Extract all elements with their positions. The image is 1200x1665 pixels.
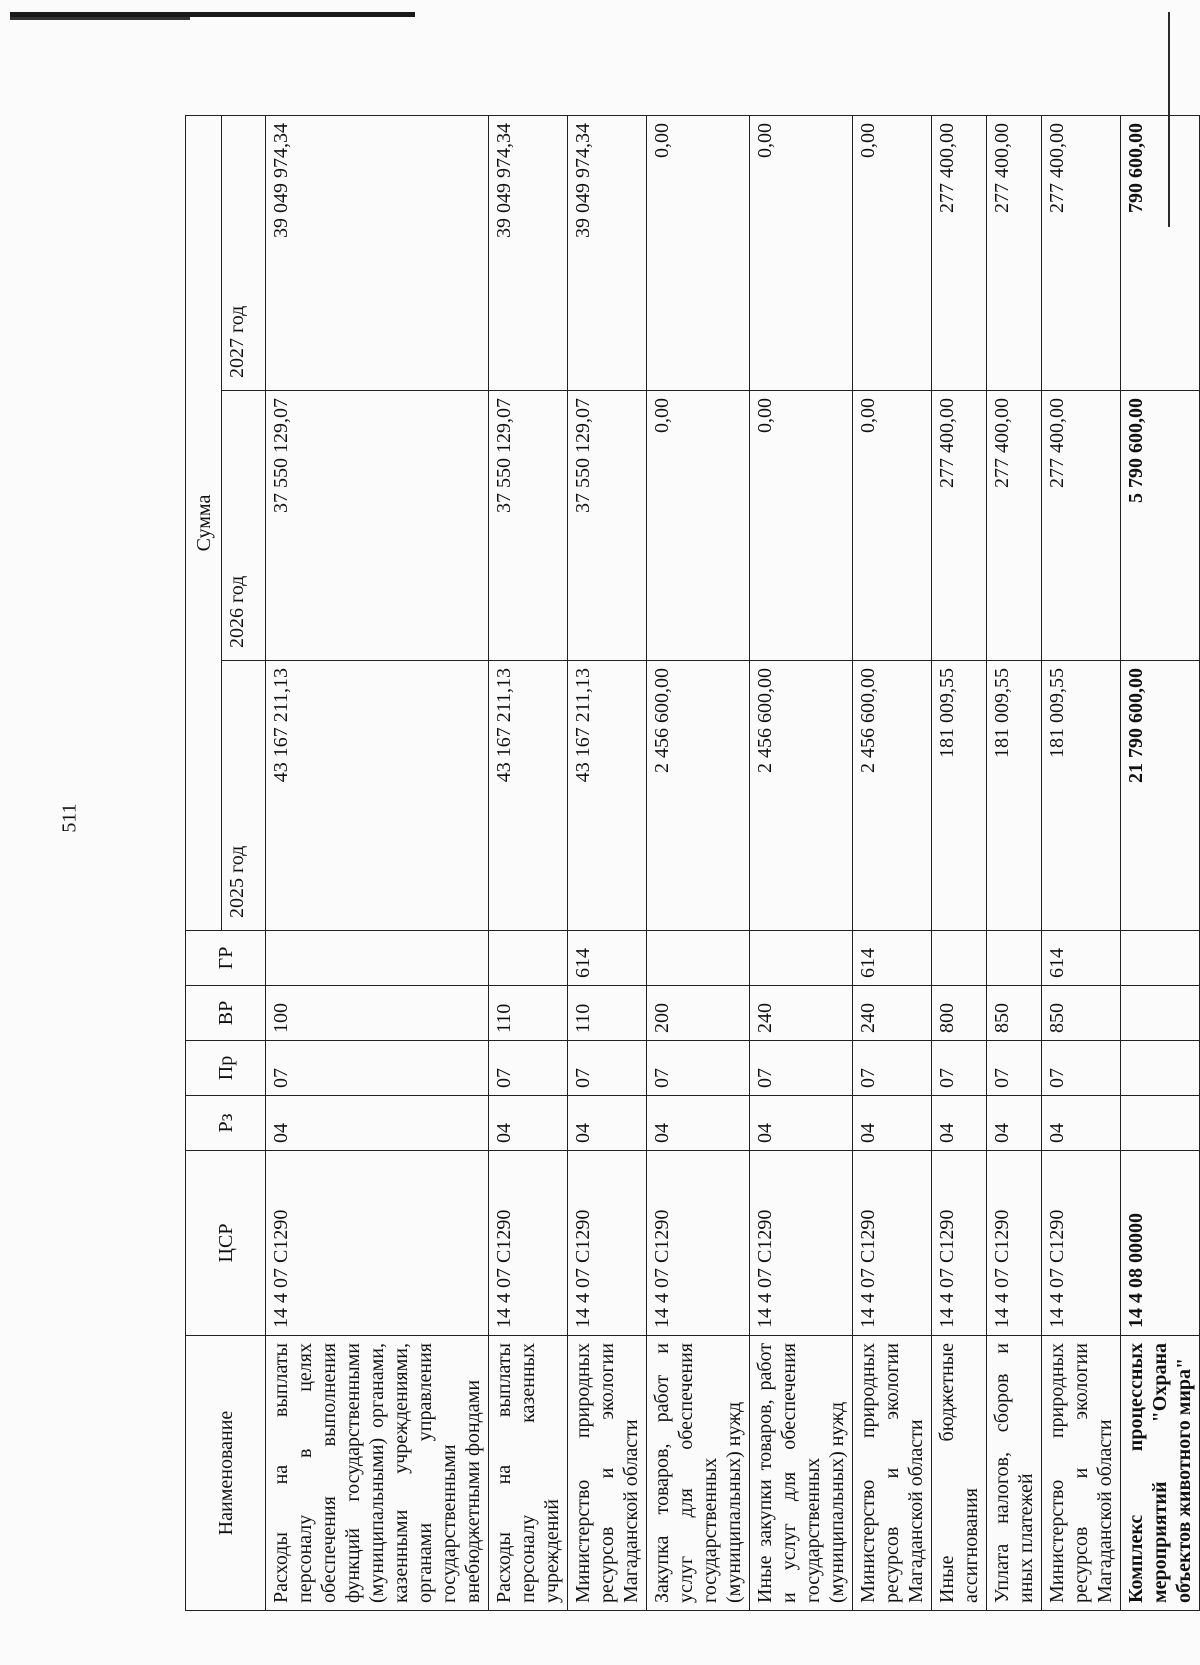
cell-csr: 14 4 07 С1290 [1042, 1151, 1121, 1336]
cell-name: Уплата налогов, сборов и иных платежей [987, 1336, 1042, 1611]
cell-vr: 100 [266, 986, 489, 1041]
cell-2026: 37 550 129,07 [489, 391, 568, 661]
cell-csr: 14 4 08 00000 [1121, 1151, 1200, 1336]
cell-name: Иные бюджетные ассигнования [932, 1336, 987, 1611]
cell-2026: 277 400,00 [1042, 391, 1121, 661]
budget-table-container [185, 116, 1195, 1611]
cell-pr [1121, 1041, 1200, 1096]
cell-2027: 277 400,00 [932, 115, 987, 390]
cell-2027: 0,00 [853, 115, 932, 390]
cell-2026: 277 400,00 [932, 391, 987, 661]
cell-2027: 39 049 974,34 [568, 115, 647, 390]
header-sum: Сумма [186, 115, 222, 930]
cell-pr: 07 [750, 1041, 853, 1096]
page-number: 511 [58, 803, 81, 833]
table-row [987, 115, 1042, 1610]
cell-2025: 43 167 211,13 [489, 661, 568, 931]
cell-2025: 181 009,55 [987, 661, 1042, 931]
cell-csr: 14 4 07 С1290 [750, 1151, 853, 1336]
header-vr: ВР [186, 986, 266, 1041]
header-gr: ГР [186, 931, 266, 986]
cell-gr [647, 931, 750, 986]
cell-2025: 181 009,55 [932, 661, 987, 931]
cell-vr: 800 [932, 986, 987, 1041]
cell-2026: 0,00 [647, 391, 750, 661]
cell-rz: 04 [489, 1096, 568, 1151]
cell-csr: 14 4 07 С1290 [489, 1151, 568, 1336]
table-row [266, 115, 489, 1610]
cell-rz: 04 [568, 1096, 647, 1151]
header-csr: ЦСР [186, 1151, 266, 1336]
cell-2025: 2 456 600,00 [647, 661, 750, 931]
cell-name: Иные закупки товаров, работ и услуг для обеспечения государственных (муниципальных) нужд [750, 1336, 853, 1611]
cell-2025: 2 456 600,00 [853, 661, 932, 931]
cell-2025: 43 167 211,13 [568, 661, 647, 931]
cell-name: Министерство природных ресурсов и экологии Магаданской области [853, 1336, 932, 1611]
cell-name: Расходы на выплаты персоналу казенных учреждений [489, 1336, 568, 1611]
cell-rz: 04 [266, 1096, 489, 1151]
cell-name: Министерство природных ресурсов и экологии Магаданской области [1042, 1336, 1121, 1611]
cell-pr: 07 [489, 1041, 568, 1096]
cell-rz: 04 [1042, 1096, 1121, 1151]
cell-2027: 0,00 [647, 115, 750, 390]
cell-2027: 790 600,00 [1121, 115, 1200, 390]
cell-2025: 181 009,55 [1042, 661, 1121, 931]
table-row [489, 115, 568, 1610]
cell-rz: 04 [853, 1096, 932, 1151]
scan-artifact-line [10, 17, 190, 20]
cell-gr: 614 [853, 931, 932, 986]
cell-gr: 614 [1042, 931, 1121, 986]
cell-2027: 277 400,00 [987, 115, 1042, 390]
cell-name: Расходы на выплаты персоналу в целях обеспечения выполнения функций государственными (муниципальными) органами, казенными учреждениями, органами управления государственными внебюджетными фондами [266, 1336, 489, 1611]
cell-vr: 240 [853, 986, 932, 1041]
cell-vr: 850 [1042, 986, 1121, 1041]
cell-pr: 07 [568, 1041, 647, 1096]
table-row [1042, 115, 1121, 1610]
cell-2025: 21 790 600,00 [1121, 661, 1200, 931]
cell-gr: 614 [568, 931, 647, 986]
cell-vr: 200 [647, 986, 750, 1041]
header-pr: Пр [186, 1041, 266, 1096]
cell-pr: 07 [853, 1041, 932, 1096]
cell-2026: 0,00 [750, 391, 853, 661]
cell-pr: 07 [266, 1041, 489, 1096]
cell-vr [1121, 986, 1200, 1041]
cell-2026: 0,00 [853, 391, 932, 661]
cell-gr [932, 931, 987, 986]
cell-rz [1121, 1096, 1200, 1151]
cell-pr: 07 [1042, 1041, 1121, 1096]
cell-pr: 07 [647, 1041, 750, 1096]
header-2027: 2027 год [222, 115, 266, 390]
cell-2025: 43 167 211,13 [266, 661, 489, 931]
table-row [1121, 115, 1200, 1610]
cell-csr: 14 4 07 С1290 [853, 1151, 932, 1336]
cell-gr [1121, 931, 1200, 986]
table-row [932, 115, 987, 1610]
cell-gr [266, 931, 489, 986]
cell-csr: 14 4 07 С1290 [647, 1151, 750, 1336]
cell-2026: 277 400,00 [987, 391, 1042, 661]
cell-gr [489, 931, 568, 986]
cell-2026: 5 790 600,00 [1121, 391, 1200, 661]
cell-vr: 850 [987, 986, 1042, 1041]
header-2026: 2026 год [222, 391, 266, 661]
cell-gr [987, 931, 1042, 986]
cell-2026: 37 550 129,07 [266, 391, 489, 661]
cell-2027: 39 049 974,34 [266, 115, 489, 390]
table-row [853, 115, 932, 1610]
header-name: Наименование [186, 1336, 266, 1611]
header-row [186, 115, 222, 1610]
header-rz: Рз [186, 1096, 266, 1151]
cell-csr: 14 4 07 С1290 [266, 1151, 489, 1336]
cell-vr: 110 [568, 986, 647, 1041]
table-row [647, 115, 750, 1610]
cell-pr: 07 [932, 1041, 987, 1096]
cell-name: Закупка товаров, работ и услуг для обеспечения государственных (муниципальных) нужд [647, 1336, 750, 1611]
cell-pr: 07 [987, 1041, 1042, 1096]
cell-gr [750, 931, 853, 986]
cell-rz: 04 [932, 1096, 987, 1151]
header-2025: 2025 год [222, 661, 266, 931]
cell-name: Министерство природных ресурсов и экологии Магаданской области [568, 1336, 647, 1611]
cell-2025: 2 456 600,00 [750, 661, 853, 931]
cell-rz: 04 [647, 1096, 750, 1151]
cell-csr: 14 4 07 С1290 [987, 1151, 1042, 1336]
cell-rz: 04 [987, 1096, 1042, 1151]
cell-csr: 14 4 07 С1290 [932, 1151, 987, 1336]
cell-vr: 240 [750, 986, 853, 1041]
table-row [568, 115, 647, 1610]
cell-vr: 110 [489, 986, 568, 1041]
cell-2027: 39 049 974,34 [489, 115, 568, 390]
cell-2027: 0,00 [750, 115, 853, 390]
cell-name: Комплекс процессных мероприятий "Охрана объектов животного мира" [1121, 1336, 1200, 1611]
cell-2026: 37 550 129,07 [568, 391, 647, 661]
cell-csr: 14 4 07 С1290 [568, 1151, 647, 1336]
cell-2027: 277 400,00 [1042, 115, 1121, 390]
budget-table [185, 115, 1200, 1611]
cell-rz: 04 [750, 1096, 853, 1151]
table-row [750, 115, 853, 1610]
